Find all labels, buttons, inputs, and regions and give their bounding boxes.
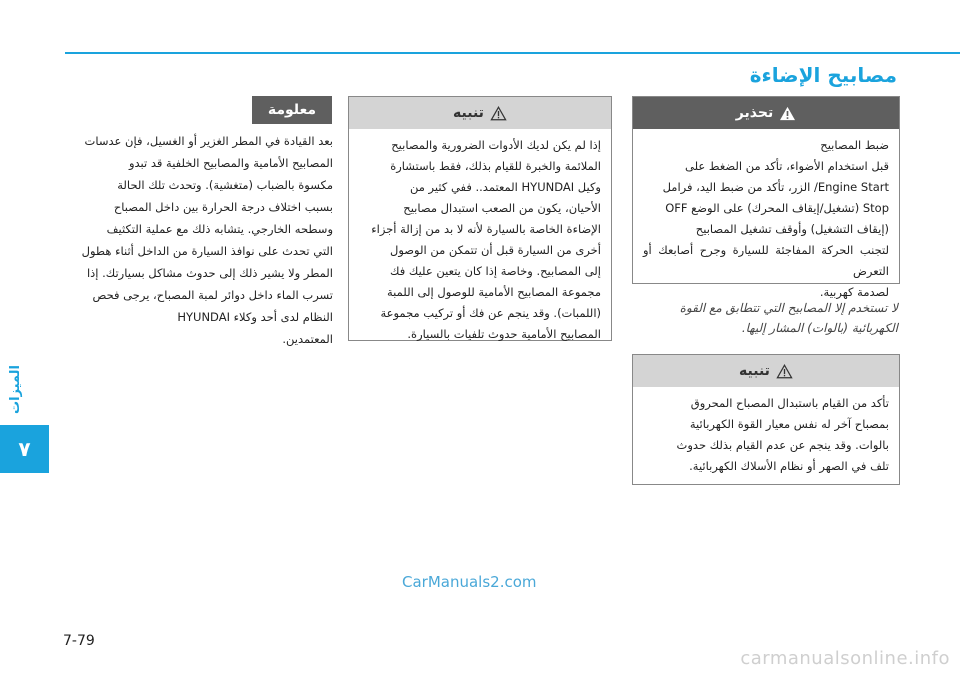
- page-number: 7-79: [63, 633, 95, 649]
- information-line: وسطحه الخارجي. يتشابه ذلك مع عملية التكثيف: [106, 222, 333, 236]
- caution-box-right: [632, 354, 900, 485]
- chapter-label: الميزات: [8, 365, 23, 415]
- information-text: [63, 130, 333, 350]
- warning-line: Engine Start/ الزر، تأكد من ضبط اليد، فرامل: [662, 180, 889, 194]
- caution-line: بالوات. وقد ينجم عن عدم القيام بذلك حدوث: [676, 438, 889, 452]
- caution-line: إذا لم يكن لديك الأدوات الضرورية والمصابيح: [391, 138, 601, 152]
- caution-title-right: تنبيه: [739, 363, 770, 379]
- caution-line: بمصباح آخر له نفس معيار القوة الكهربائية: [689, 417, 889, 431]
- warning-line: Stop (تشغيل/إيقاف المحرك) على الوضع OFF: [665, 201, 889, 215]
- caution-line: تلف في الصهر أو نظام الأسلاك الكهربائية.: [689, 459, 889, 473]
- site-watermark: carmanualsonline.info: [740, 648, 950, 669]
- information-line: التي تحدث على نوافذ السيارة من الداخل أثناء هطول: [81, 244, 333, 258]
- chapter-number-badge: ٧: [0, 425, 49, 473]
- section-title: مصابيح الإضاءة: [749, 63, 897, 87]
- caution-line: وكيل HYUNDAI المعتمد.. ففي كثير من: [409, 180, 601, 194]
- warning-line: ضبط المصابيح: [820, 138, 889, 152]
- caution-line: الملائمة والخبرة للقيام بذلك، فقط باستشارة: [390, 159, 601, 173]
- information-line: بعد القيادة في المطر الغزير أو الغسيل، فإن عدسات: [84, 134, 333, 148]
- top-divider-line: [65, 52, 960, 54]
- information-line: المعتمدين.: [282, 332, 333, 346]
- information-line: المصابيح الأمامية والمصابيح الخلفية قد تبدو: [128, 156, 333, 170]
- warning-line: لصدمة كهربية.: [819, 285, 889, 299]
- information-line: بسبب اختلاف درجة الحرارة بين داخل المصباح: [113, 200, 333, 214]
- caution-header-middle: [349, 97, 611, 129]
- warning-line: لتجنب الحركة المفاجئة للسيارة وجرح أصابعك أو التعرض: [643, 243, 889, 278]
- information-line: تسرب الماء داخل دوائر لمبة المصباح، يرجى فحص: [92, 288, 333, 302]
- caution-line: إلى المصابيح. وخاصة إذا كان يتعين عليك فك: [390, 264, 601, 278]
- chapter-sidebar: [0, 0, 49, 677]
- caution-body-middle: [349, 129, 611, 353]
- warning-header: [633, 97, 899, 129]
- caution-line: أخرى من السيارة قبل أن تتمكن من الوصول: [389, 243, 601, 257]
- caution-title-middle: تنبيه: [453, 105, 484, 121]
- warning-line: (إيقاف التشغيل) وأوقف تشغيل المصابيح: [695, 222, 889, 236]
- information-badge: معلومة: [252, 96, 332, 124]
- caution-body-right: [633, 387, 899, 485]
- warning-box: [632, 96, 900, 299]
- caution-line: تأكد من القيام باستبدال المصباح المحروق: [690, 396, 889, 410]
- information-line: النظام لدى أحد وكلاء HYUNDAI: [177, 310, 333, 324]
- caution-header-right: [633, 355, 899, 387]
- warning-line: قبل استخدام الأضواء، تأكد من الضغط على: [685, 159, 889, 173]
- caution-box-middle: [348, 96, 612, 341]
- caution-line: الإضاءة الخاصة بالسيارة لأنه لا بد من إزالة أجزاء: [371, 222, 601, 236]
- caution-line: الأحيان، يكون من الصعب استبدال مصابيح: [403, 201, 601, 215]
- caution-line: المصابيح الأمامية حدوث تلفيات بالسيارة.: [407, 327, 601, 341]
- caution-triangle-icon: [490, 106, 507, 121]
- caution-line: (اللمبات). وقد ينجم عن فك أو تركيب مجموعة: [380, 306, 601, 320]
- warning-body: [633, 129, 899, 311]
- warning-title: تحذير: [735, 105, 774, 121]
- caution-triangle-icon: [776, 364, 793, 379]
- information-line: المطر ولا يشير ذلك إلى حدوث مشاكل بسيارتك. إذا: [86, 266, 333, 280]
- watermark-link[interactable]: CarManuals2.com: [402, 573, 537, 591]
- caution-line: مجموعة المصابيح الأمامية للوصول إلى اللمبة: [387, 285, 601, 299]
- warning-triangle-icon: [779, 106, 796, 121]
- bulb-wattage-note: لا تستخدم إلا المصابيح التي تتطابق مع القوة الكهربائية (بالوات) المشار إليها.: [679, 301, 898, 335]
- information-line: مكسوة بالضباب (متغشية). وتحدث تلك الحالة: [117, 178, 333, 192]
